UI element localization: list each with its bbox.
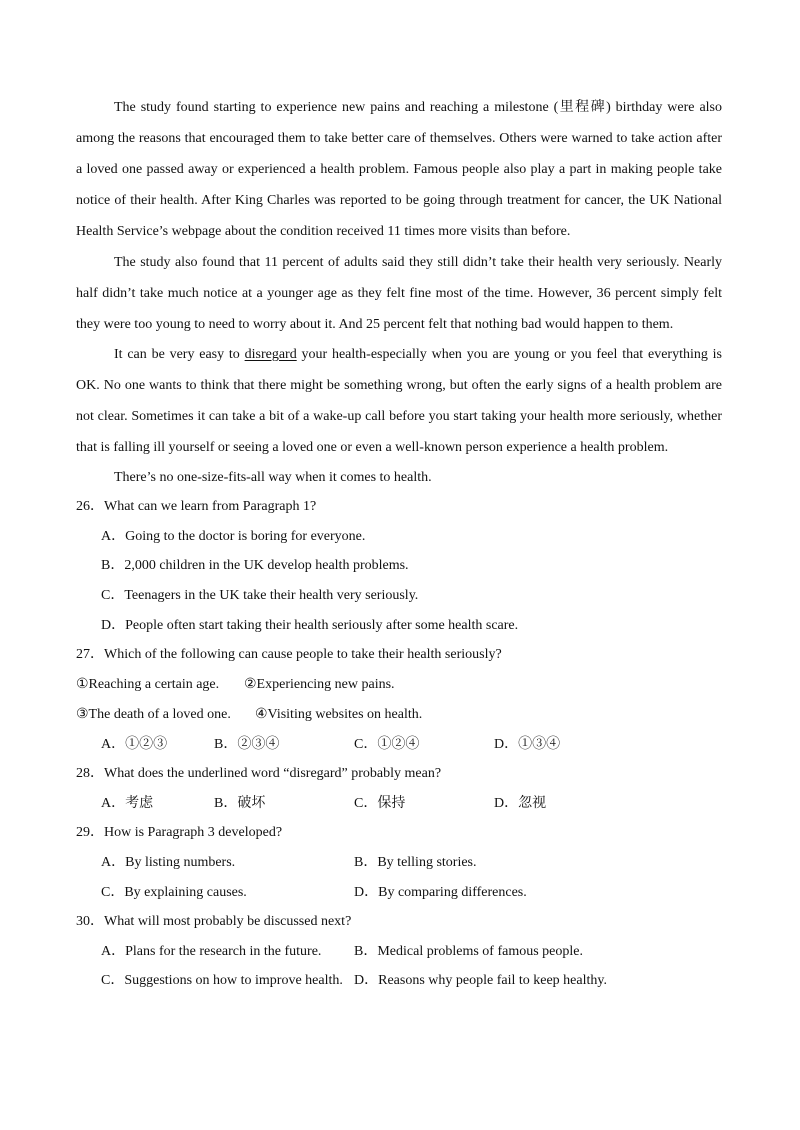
question-29-option-a[interactable]: A．By listing numbers. (101, 855, 236, 870)
passage-paragraph-4: There’s no one-size-fits-all way when it comes to health. (114, 470, 432, 485)
question-27-option-d[interactable]: D．①③④ (494, 737, 561, 752)
question-26-option-b[interactable]: B．2,000 children in the UK develop health problems. (101, 558, 409, 573)
question-28-option-d[interactable]: D．忽视 (494, 796, 547, 811)
passage-paragraph-3 (76, 339, 722, 463)
question-27-item-4: ④Visiting websites on health. (255, 707, 423, 722)
question-28-stem: 28．What does the underlined word “disregard” probably mean? (76, 766, 442, 781)
question-29-option-b[interactable]: B．By telling stories. (354, 855, 477, 870)
question-26-option-c[interactable]: C．Teenagers in the UK take their health very seriously. (101, 588, 419, 603)
question-29-stem: 29．How is Paragraph 3 developed? (76, 825, 283, 840)
question-28-option-a[interactable]: A．考虑 (101, 796, 154, 811)
question-29-option-c[interactable]: C．By explaining causes. (101, 885, 247, 900)
underlined-word-disregard: disregard (244, 347, 297, 362)
question-28-option-c[interactable]: C．保持 (354, 796, 406, 811)
question-27-stem: 27．Which of the following can cause people to take their health seriously? (76, 647, 502, 662)
passage-paragraph-2: The study also found that 11 percent of adults said they still didn’t take their health very seriously. Nearly half didn’t take much notice at a younger age as they felt fine most of the time. However, 36 percent simply felt they were too young to need to worry about it. And 25 percent felt that nothing bad would happen to them. (76, 255, 722, 332)
question-27-item-1: ①Reaching a certain age. (76, 677, 220, 692)
question-27-option-b[interactable]: B．②③④ (214, 737, 280, 752)
question-30-option-a[interactable]: A．Plans for the research in the future. (101, 944, 322, 959)
question-27-option-c[interactable]: C．①②④ (354, 737, 420, 752)
paragraph-3-lead: It can be very easy to (114, 347, 245, 362)
question-28-option-b[interactable]: B．破坏 (214, 796, 266, 811)
question-26-option-d[interactable]: D．People often start taking their health seriously after some health scare. (101, 618, 519, 633)
question-30-option-b[interactable]: B．Medical problems of famous people. (354, 944, 584, 959)
question-26-option-a[interactable]: A．Going to the doctor is boring for everyone. (101, 529, 366, 544)
question-27-item-2: ②Experiencing new pains. (244, 677, 395, 692)
question-27-item-3: ③The death of a loved one. (76, 707, 231, 722)
paragraph-3-rest: your health-especially when you are young or you feel that everything is OK. No one wants to think that there might be something wrong, but often the early signs of a health problem are not clear. Sometimes it can take a bit of a wake-up call before you start taking your health more seriously, whether that is falling ill yourself or seeing a loved one or even a well-known person experience a health problem. (76, 347, 722, 455)
passage-paragraph-1: The study found starting to experience new pains and reaching a milestone (里程碑) birthday were also among the reasons that encouraged them to take better care of themselves. Others were warned to take action after a loved one passed away or experienced a health problem. Famous people also play a part in making people take notice of their health. After King Charles was reported to be going through treatment for cancer, the UK National Health Service’s webpage about the condition received 11 times more visits than before. (76, 100, 722, 239)
question-30-option-d[interactable]: D．Reasons why people fail to keep healthy. (354, 973, 607, 988)
question-26-stem: 26．What can we learn from Paragraph 1? (76, 499, 317, 514)
question-27-option-a[interactable]: A．①②③ (101, 737, 168, 752)
question-30-stem: 30．What will most probably be discussed next? (76, 914, 352, 929)
question-29-option-d[interactable]: D．By comparing differences. (354, 885, 527, 900)
question-30-option-c[interactable]: C．Suggestions on how to improve health. (101, 973, 343, 988)
